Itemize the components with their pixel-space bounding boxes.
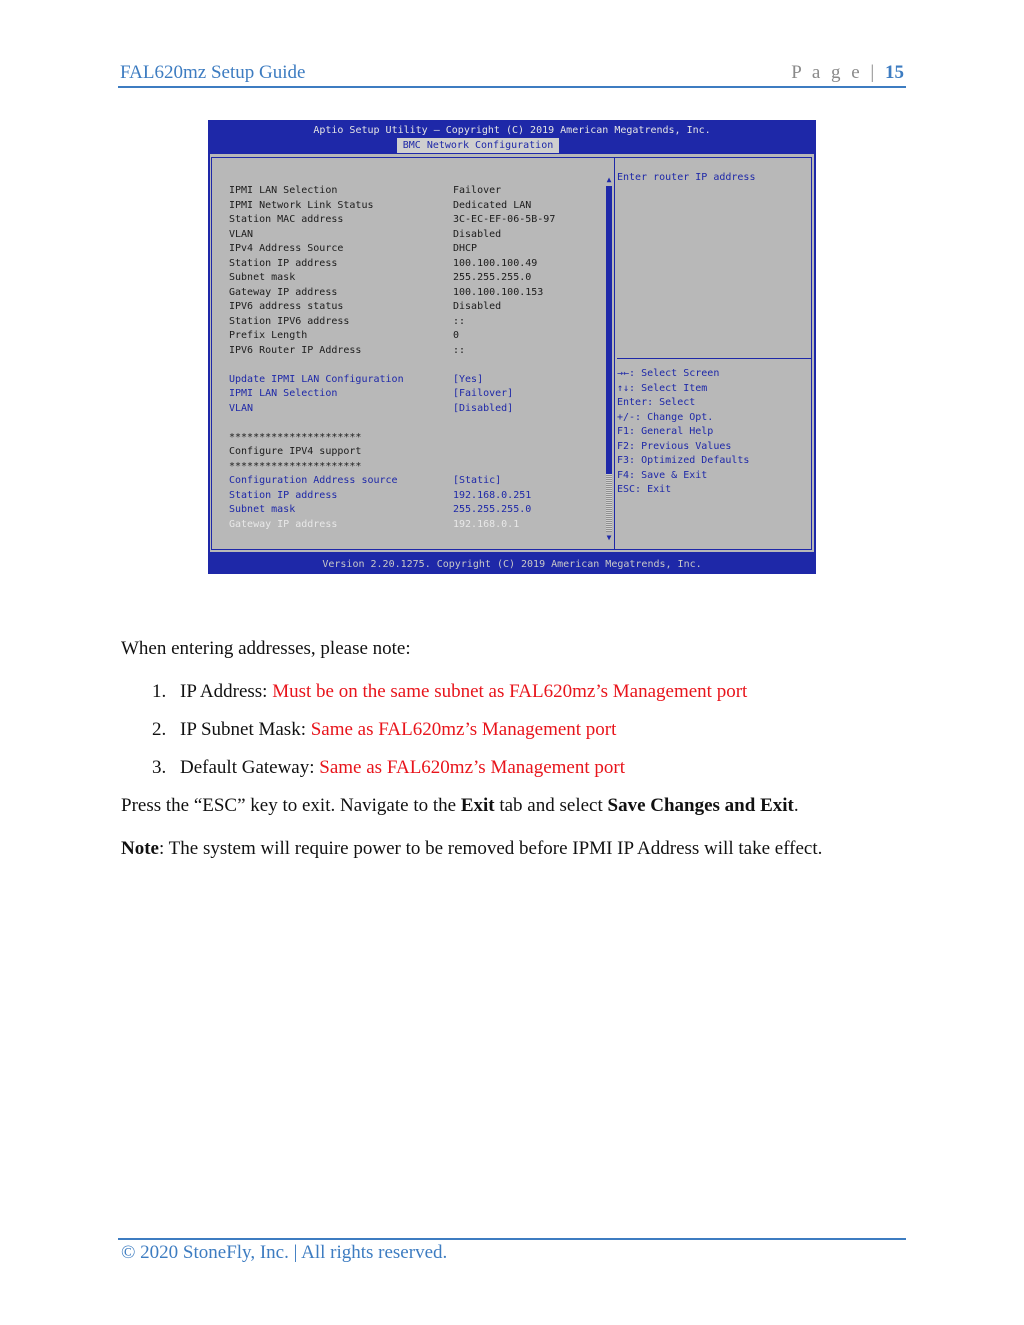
setting-label: Update IPMI LAN Configuration bbox=[229, 373, 404, 385]
setting-value[interactable]: [Static] bbox=[453, 475, 502, 486]
exit-tab-name: Exit bbox=[460, 795, 495, 816]
setting-value: Disabled bbox=[453, 301, 502, 312]
list-number: 2. bbox=[152, 719, 167, 740]
setting-value[interactable]: [Yes] bbox=[453, 373, 484, 385]
scroll-down-icon: ▼ bbox=[606, 533, 612, 542]
setting-label: Subnet mask bbox=[229, 272, 296, 283]
tab-bmc-network-configuration: BMC Network Configuration bbox=[397, 138, 559, 153]
list-item bbox=[152, 718, 616, 742]
setting-label: Configuration Address source bbox=[229, 475, 398, 486]
setting-label: IPMI LAN Selection bbox=[229, 388, 338, 399]
setting-value: 255.255.255.0 bbox=[453, 272, 532, 283]
list-label: IP Subnet Mask: bbox=[180, 719, 311, 740]
setting-row bbox=[229, 271, 619, 286]
setting-row bbox=[229, 213, 619, 228]
scroll-thumb bbox=[606, 186, 612, 474]
setting-value: Dedicated LAN bbox=[453, 199, 532, 211]
setting-row[interactable] bbox=[229, 373, 619, 388]
setting-label: IPV6 Router IP Address bbox=[229, 344, 362, 356]
press-text: . bbox=[793, 795, 799, 816]
setting-label: Subnet mask bbox=[229, 504, 296, 515]
key-hint: →←: Select Screen bbox=[617, 368, 720, 379]
setting-label: Station IP address bbox=[229, 257, 338, 269]
note-text: : The system will require power to be removed before IPMI IP Address will take effect. bbox=[158, 838, 823, 859]
key-hint: F3: Optimized Defaults bbox=[617, 455, 750, 466]
setting-label: Prefix Length bbox=[229, 330, 308, 341]
scroll-up-icon: ▲ bbox=[606, 175, 612, 184]
setting-row bbox=[229, 228, 619, 243]
setting-row bbox=[229, 344, 619, 359]
setting-value: Failover bbox=[453, 185, 502, 196]
list-label: IP Address: bbox=[180, 681, 273, 702]
setting-row[interactable] bbox=[229, 474, 619, 489]
list-item bbox=[152, 680, 747, 704]
bios-frame bbox=[211, 157, 812, 550]
setting-label: IPv4 Address Source bbox=[229, 243, 344, 254]
intro-paragraph: When entering addresses, please note: bbox=[121, 638, 411, 659]
page-number: 15 bbox=[885, 62, 904, 83]
setting-value: 100.100.100.49 bbox=[453, 257, 538, 269]
page-label: P a g e | bbox=[791, 62, 878, 83]
setting-label: Gateway IP address bbox=[229, 286, 338, 298]
setting-row bbox=[229, 242, 619, 257]
list-detail: Same as FAL620mz’s Management port bbox=[310, 719, 617, 740]
setting-label: Station IPV6 address bbox=[229, 315, 350, 327]
note-paragraph bbox=[121, 837, 822, 861]
list-detail: Must be on the same subnet as FAL620mz’s Management port bbox=[272, 681, 748, 702]
save-changes-name: Save Changes and Exit bbox=[607, 795, 794, 816]
setting-row[interactable] bbox=[229, 518, 619, 533]
setting-row[interactable] bbox=[229, 402, 619, 417]
setting-label: Station MAC address bbox=[229, 214, 344, 225]
bios-version-footer: Version 2.20.1275. Copyright (C) 2019 American Megatrends, Inc. bbox=[322, 559, 702, 570]
setting-row bbox=[229, 286, 619, 301]
setting-row bbox=[229, 257, 619, 272]
setting-value[interactable]: 192.168.0.251 bbox=[453, 489, 532, 501]
setting-value: :: bbox=[453, 315, 466, 327]
list-label: Default Gateway: bbox=[180, 757, 320, 778]
note-label: Note bbox=[121, 838, 159, 859]
setting-label: IPMI LAN Selection bbox=[229, 185, 338, 196]
setting-row bbox=[229, 300, 619, 315]
setting-value: 3C-EC-EF-06-5B-97 bbox=[453, 214, 556, 225]
copyright-footer: © 2020 StoneFly, Inc. | All rights reserved. bbox=[121, 1242, 448, 1263]
setting-row bbox=[229, 184, 619, 199]
list-number: 1. bbox=[152, 681, 167, 702]
setting-row[interactable] bbox=[229, 387, 619, 402]
setting-row bbox=[229, 329, 619, 344]
setting-label: Gateway IP address bbox=[229, 518, 338, 530]
scrollbar bbox=[605, 176, 613, 542]
bios-panel bbox=[210, 154, 814, 552]
setting-value: 100.100.100.153 bbox=[453, 286, 544, 298]
bios-title: Aptio Setup Utility – Copyright (C) 2019 American Megatrends, Inc. bbox=[313, 125, 711, 136]
ipv4-heading: Configure IPV4 support bbox=[229, 446, 362, 457]
setting-value[interactable]: [Failover] bbox=[453, 388, 514, 399]
setting-row bbox=[229, 315, 619, 330]
key-hint: Enter: Select bbox=[617, 397, 696, 408]
setting-value[interactable]: [Disabled] bbox=[453, 402, 514, 414]
setting-label: IPV6 address status bbox=[229, 301, 344, 312]
key-hint: F1: General Help bbox=[617, 426, 714, 437]
press-text: tab and select bbox=[494, 795, 608, 816]
setting-value: :: bbox=[453, 344, 466, 356]
key-legend bbox=[617, 358, 811, 498]
setting-label: Station IP address bbox=[229, 489, 338, 501]
list-detail: Same as FAL620mz’s Management port bbox=[319, 757, 625, 778]
setting-row[interactable] bbox=[229, 503, 619, 518]
key-hint: +/-: Change Opt. bbox=[617, 411, 714, 423]
list-number: 3. bbox=[152, 757, 167, 778]
setting-label: VLAN bbox=[229, 402, 254, 414]
separator-line: ********************** bbox=[229, 460, 362, 472]
separator-line: ********************** bbox=[229, 431, 362, 443]
setting-value: Disabled bbox=[453, 228, 502, 240]
setting-label: VLAN bbox=[229, 228, 254, 240]
list-item bbox=[152, 756, 625, 780]
key-hint: F2: Previous Values bbox=[617, 440, 732, 452]
setting-row[interactable] bbox=[229, 489, 619, 504]
document-title: FAL620mz Setup Guide bbox=[120, 62, 306, 83]
setting-value: DHCP bbox=[453, 243, 478, 254]
setting-value[interactable]: 192.168.0.1 bbox=[453, 518, 520, 530]
press-text: Press the “ESC” key to exit. Navigate to the bbox=[121, 795, 461, 816]
key-hint: F4: Save & Exit bbox=[617, 469, 708, 481]
page-indicator bbox=[791, 62, 904, 84]
setting-value[interactable]: 255.255.255.0 bbox=[453, 504, 532, 515]
footer-rule bbox=[118, 1238, 906, 1240]
help-text: Enter router IP address bbox=[617, 172, 756, 183]
press-esc-paragraph bbox=[121, 794, 799, 818]
setting-value: 0 bbox=[453, 330, 460, 341]
key-hint: ↑↓: Select Item bbox=[617, 382, 708, 394]
settings-list bbox=[229, 184, 619, 532]
bios-screenshot bbox=[208, 120, 816, 574]
setting-label: IPMI Network Link Status bbox=[229, 199, 374, 211]
page-header bbox=[118, 58, 906, 88]
setting-row bbox=[229, 199, 619, 214]
key-hint: ESC: Exit bbox=[617, 484, 672, 495]
